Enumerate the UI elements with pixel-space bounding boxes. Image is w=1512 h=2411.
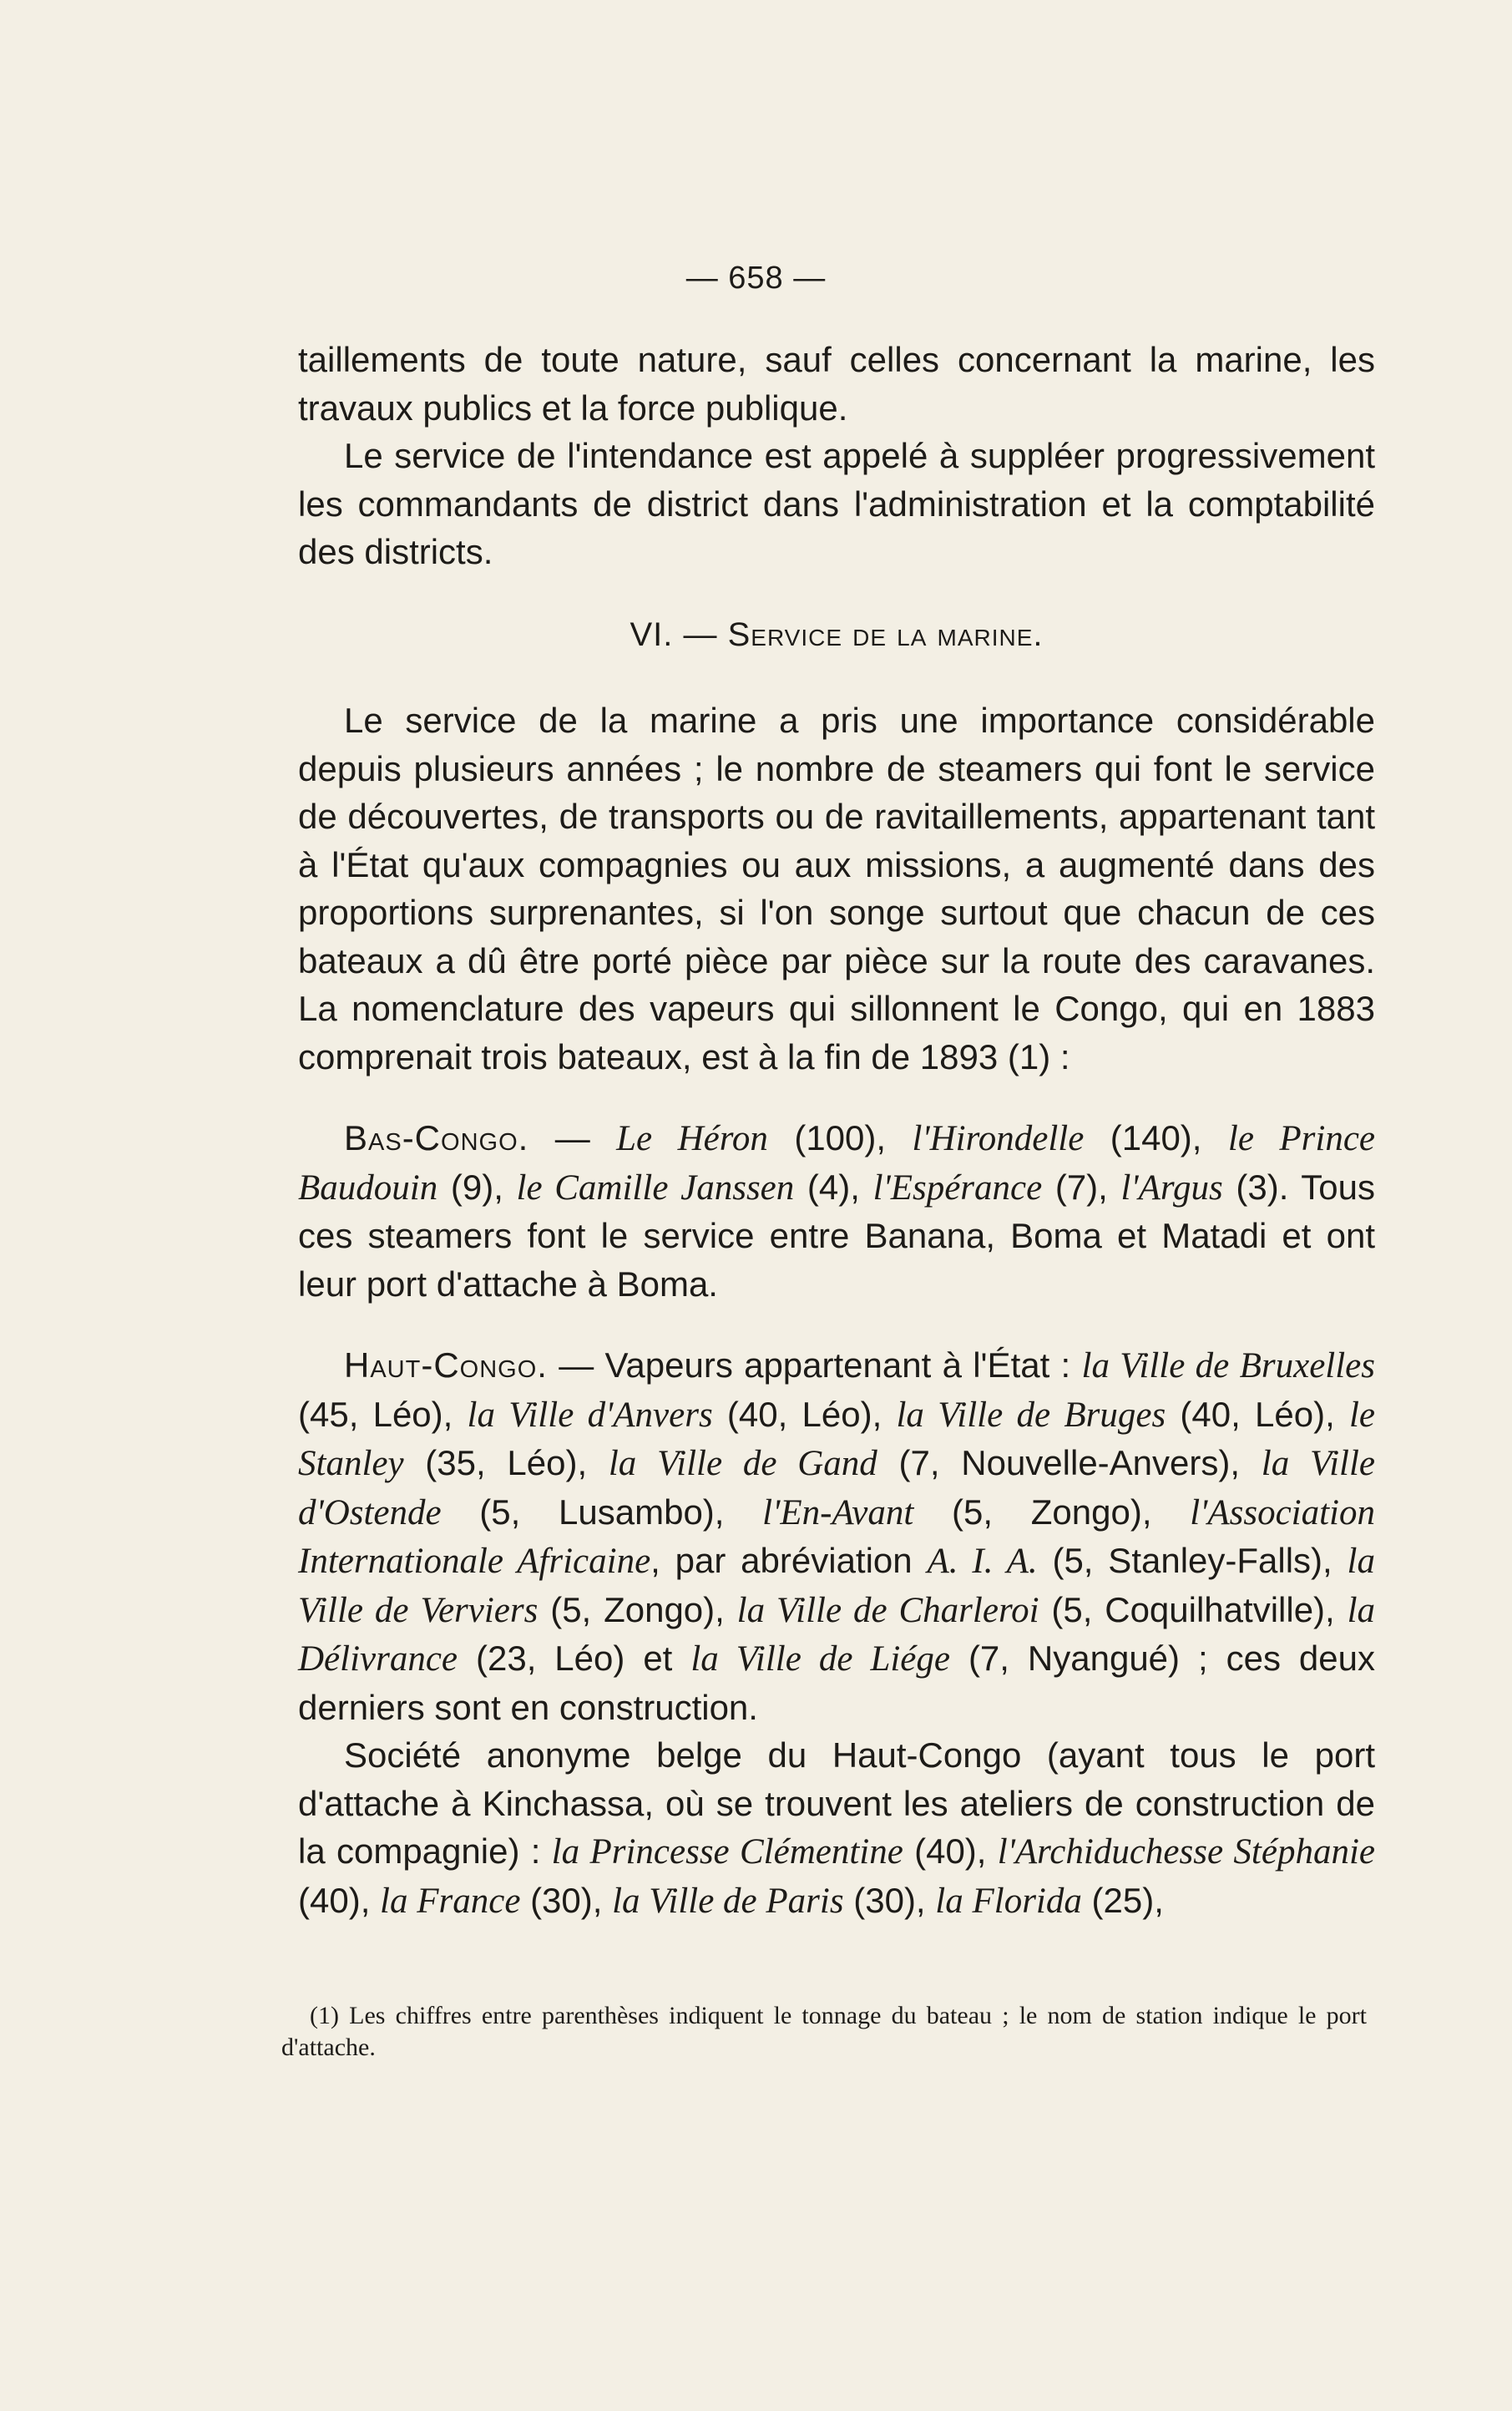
ship-name: la Ville de Bruges <box>896 1395 1166 1435</box>
text-run: (40), <box>903 1831 998 1871</box>
paragraph-marine: Le service de la marine a pris une importance considérable depuis plusieurs années ; le nombre de steamers qui font le service de découvertes, de transports ou de ravitaillements, appartenant tant à l'État qu'aux compagnies ou aux missions, a augmenté dans des proportions surprenantes, si l'on songe surtout que chacun de ces bateaux a dû être porté pièce par pièce sur la route des caravanes. La nomenclature des vapeurs qui sillonnent le Congo, qui en 1883 comprenait trois bateaux, est à la fin de 1893 (1) : <box>298 701 1375 1076</box>
text-run: (35, Léo), <box>403 1443 609 1482</box>
paragraph-intendance: Le service de l'intendance est appelé à suppléer progressivement les commandants de district dans l'administration et la comptabilité des districts. <box>298 436 1375 571</box>
footnote <box>281 2000 1367 2064</box>
section-number: VI. — <box>630 615 728 653</box>
text-run: (4), <box>794 1167 873 1207</box>
text-run: — Vapeurs appartenant à l'État : <box>547 1345 1082 1385</box>
ship-name: l'En-Avant <box>762 1492 914 1532</box>
text-run: (40, Léo), <box>1166 1394 1349 1434</box>
ship-name: la Ville de Liége <box>690 1639 950 1679</box>
text-run: (45, Léo), <box>298 1394 468 1434</box>
text-run: (3). Tous ces steamers font le service entre Banana, Boma et Matadi et ont leur port d'attache à Boma. <box>298 1167 1375 1304</box>
text-run: (7), <box>1042 1167 1121 1207</box>
ship-name: l'Espérance <box>872 1168 1043 1208</box>
paragraph-haut-congo <box>298 1341 1375 1731</box>
text-run: (30), <box>520 1880 613 1920</box>
region-label-haut-congo: Haut-Congo. <box>344 1345 548 1385</box>
paragraph-intendance-continued: taillements de toute nature, sauf celles concernant la marine, les travaux publics et la force publique. <box>298 340 1375 428</box>
text-run: (5, Lusambo), <box>441 1492 763 1532</box>
ship-name: Le Héron <box>616 1119 768 1158</box>
section-title: Service de la marine. <box>727 615 1044 653</box>
paragraph-bas-congo <box>298 1114 1375 1308</box>
ship-name: la Ville de Gand <box>608 1444 877 1483</box>
text-run: (140), <box>1084 1118 1228 1157</box>
paragraph-societe <box>298 1731 1375 1925</box>
text-run: (30), <box>843 1880 936 1920</box>
region-label-bas-congo: Bas-Congo. <box>344 1118 529 1157</box>
text-run: (100), <box>767 1118 913 1157</box>
ship-name: la Ville de Paris <box>612 1881 844 1921</box>
ship-name: la Ville d'Ostende <box>298 1444 1376 1532</box>
text-run: (5, Zongo), <box>538 1589 737 1629</box>
text-run: (7, Nouvelle-Anvers), <box>877 1443 1262 1482</box>
text-run: (7, Nyangué) ; ces deux derniers sont en construction. <box>298 1639 1375 1727</box>
text-run: (40, Léo), <box>712 1394 897 1434</box>
text-run: (5, Coquilhatville), <box>1039 1589 1348 1629</box>
ship-name: l'Archiduchesse Stéphanie <box>997 1832 1375 1872</box>
ship-name: la Princesse Clémentine <box>551 1832 903 1872</box>
ship-name: la Délivrance <box>298 1590 1376 1679</box>
ship-name: la Ville de Bruxelles <box>1081 1346 1375 1385</box>
text-run: Société anonyme belge du Haut-Congo (ayant tous le port d'attache à Kinchassa, où se trouvent les ateliers de construction de la compagnie) : <box>298 1735 1375 1871</box>
text-run: (40), <box>298 1880 381 1920</box>
page-number: — 658 — <box>685 261 827 296</box>
text-run: , par abréviation <box>650 1541 928 1580</box>
ship-name: la Florida <box>935 1881 1082 1921</box>
footnote-text: (1) Les chiffres entre parenthèses indiquent le tonnage du bateau ; le nom de station indique le port d'attache. <box>281 2002 1367 2061</box>
text-run: (9), <box>437 1167 517 1207</box>
text-run: (5, Stanley-Falls), <box>1037 1541 1348 1580</box>
ship-name: le Prince Baudouin <box>298 1119 1376 1208</box>
text-run: (25), <box>1081 1880 1164 1920</box>
ship-name: la France <box>380 1881 521 1921</box>
section-heading <box>298 611 1375 660</box>
ship-name: la Ville de Charleroi <box>736 1590 1039 1630</box>
ship-name: le Stanley <box>298 1395 1375 1483</box>
text-run: (5, Zongo), <box>913 1492 1191 1532</box>
body-text <box>298 336 1375 1925</box>
ship-name: la Ville de Verviers <box>298 1542 1375 1630</box>
text-run: (23, Léo) et <box>458 1639 691 1678</box>
text-run: — <box>528 1118 617 1157</box>
abbreviation: A. I. A. <box>927 1542 1038 1581</box>
ship-name: la Ville d'Anvers <box>467 1395 713 1435</box>
ship-name: l'Argus <box>1120 1168 1223 1208</box>
ship-name: l'Association Internationale Africaine <box>298 1492 1375 1581</box>
ship-name: l'Hirondelle <box>912 1119 1085 1158</box>
ship-name: le Camille Janssen <box>516 1168 795 1208</box>
